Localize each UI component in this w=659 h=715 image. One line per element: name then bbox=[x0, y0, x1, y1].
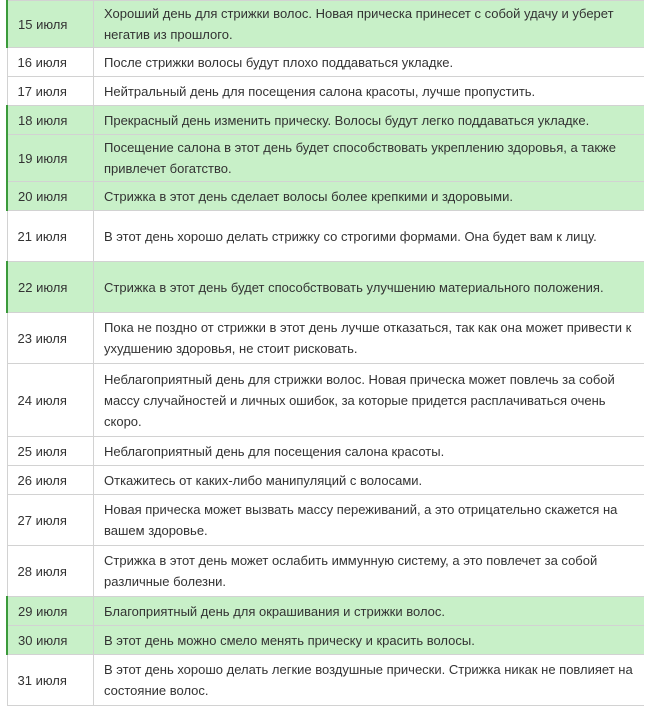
haircut-calendar-table bbox=[6, 0, 644, 706]
table-row bbox=[7, 597, 644, 626]
row-description: В этот день можно смело менять прическу и красить волосы. bbox=[94, 626, 645, 655]
row-date: 25 июля bbox=[7, 437, 94, 466]
row-date: 22 июля bbox=[7, 262, 94, 313]
table-row bbox=[7, 495, 644, 546]
table-row bbox=[7, 1, 644, 48]
row-date: 21 июля bbox=[7, 211, 94, 262]
table-row bbox=[7, 135, 644, 182]
row-description: После стрижки волосы будут плохо поддаваться укладке. bbox=[94, 48, 645, 77]
row-description: В этот день хорошо делать легкие воздушные прически. Стрижка никак не повлияет на состояние волос. bbox=[94, 655, 645, 706]
row-date: 29 июля bbox=[7, 597, 94, 626]
row-date: 17 июля bbox=[7, 77, 94, 106]
row-date: 30 июля bbox=[7, 626, 94, 655]
table-row bbox=[7, 466, 644, 495]
table-row bbox=[7, 626, 644, 655]
row-date: 20 июля bbox=[7, 182, 94, 211]
table-row bbox=[7, 211, 644, 262]
row-description: Благоприятный день для окрашивания и стрижки волос. bbox=[94, 597, 645, 626]
table-row bbox=[7, 48, 644, 77]
row-description: Стрижка в этот день будет способствовать улучшению материального положения. bbox=[94, 262, 645, 313]
row-description: Посещение салона в этот день будет способствовать укреплению здоровья, а также привлечет богатство. bbox=[94, 135, 645, 182]
row-date: 19 июля bbox=[7, 135, 94, 182]
row-date: 24 июля bbox=[7, 364, 94, 437]
row-date: 23 июля bbox=[7, 313, 94, 364]
row-description: Откажитесь от каких-либо манипуляций с волосами. bbox=[94, 466, 645, 495]
table-row bbox=[7, 655, 644, 706]
table-row bbox=[7, 77, 644, 106]
table-row bbox=[7, 262, 644, 313]
row-description: Нейтральный день для посещения салона красоты, лучше пропустить. bbox=[94, 77, 645, 106]
row-date: 26 июля bbox=[7, 466, 94, 495]
row-description: Пока не поздно от стрижки в этот день лучше отказаться, так как она может привести к ухудшению здоровья, не стоит рисковать. bbox=[94, 313, 645, 364]
row-description: Неблагоприятный день для посещения салона красоты. bbox=[94, 437, 645, 466]
row-date: 27 июля bbox=[7, 495, 94, 546]
row-date: 31 июля bbox=[7, 655, 94, 706]
table-row bbox=[7, 313, 644, 364]
table-body bbox=[7, 1, 644, 706]
row-date: 15 июля bbox=[7, 1, 94, 48]
row-date: 16 июля bbox=[7, 48, 94, 77]
row-date: 18 июля bbox=[7, 106, 94, 135]
table-row bbox=[7, 106, 644, 135]
table-row bbox=[7, 437, 644, 466]
row-date: 28 июля bbox=[7, 546, 94, 597]
row-description: Стрижка в этот день может ослабить иммунную систему, а это повлечет за собой различные болезни. bbox=[94, 546, 645, 597]
row-description: Хороший день для стрижки волос. Новая прическа принесет с собой удачу и уберет негатив из прошлого. bbox=[94, 1, 645, 48]
row-description: Стрижка в этот день сделает волосы более крепкими и здоровыми. bbox=[94, 182, 645, 211]
table-row bbox=[7, 364, 644, 437]
row-description: Прекрасный день изменить прическу. Волосы будут легко поддаваться укладке. bbox=[94, 106, 645, 135]
row-description: Неблагоприятный день для стрижки волос. Новая прическа может повлечь за собой массу случайностей и личных ошибок, за которые придется расплачиваться очень скоро. bbox=[94, 364, 645, 437]
table-row bbox=[7, 546, 644, 597]
row-description: Новая прическа может вызвать массу переживаний, а это отрицательно скажется на вашем здоровье. bbox=[94, 495, 645, 546]
table-row bbox=[7, 182, 644, 211]
row-description: В этот день хорошо делать стрижку со строгими формами. Она будет вам к лицу. bbox=[94, 211, 645, 262]
